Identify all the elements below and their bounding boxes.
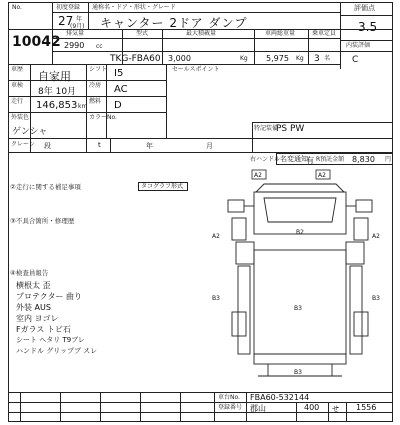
inspector-report-heading: ④検査員報告 (10, 269, 49, 277)
damage-mark: A2 (318, 172, 326, 179)
color-no-label: カラーNo. (89, 114, 117, 121)
mileage-label: 走行 (11, 98, 24, 105)
damage-mark: A2 (212, 233, 220, 240)
capacity-label: 乗車定員 (312, 30, 337, 37)
front-left-wheel (232, 218, 246, 240)
shift-label: シフト (89, 66, 108, 73)
plate-class: 400 (304, 403, 320, 412)
model-year-label: 初度登録 (56, 4, 81, 11)
defects-heading: ③不具合箇所・修理歴 (10, 217, 75, 225)
inspector-note: Fガラス トビ石 (16, 325, 71, 334)
capacity: 3 (314, 54, 320, 64)
crane-a: 段 (44, 142, 51, 150)
recycle-label: R預託金額 (316, 156, 345, 163)
plate-number: 1556 (356, 403, 377, 412)
crane-b: t (98, 141, 101, 149)
left-gate-outline (238, 266, 250, 354)
damage-mark: B3 (294, 369, 302, 376)
crane-label: クレーン (11, 141, 35, 148)
damage-mark: B3 (212, 295, 220, 302)
crane-d: 月 (206, 142, 213, 150)
tailgate-outline (254, 354, 346, 364)
mileage: 146,853 (36, 100, 78, 111)
sales-point-label: セールスポイント (172, 66, 220, 73)
plate-region: 郡山 (250, 404, 266, 413)
inspector-notes (16, 280, 97, 357)
windshield-outline (264, 198, 336, 222)
driving-notes-heading: ②走行に関する補足事項 (10, 183, 81, 191)
model-code: TKG-FBA60 (110, 54, 161, 64)
damage-diagram (210, 166, 390, 382)
damage-mark: B2 (296, 229, 304, 236)
right-mirror-outline (356, 200, 372, 212)
displacement-label: 排気量 (66, 30, 85, 37)
max-load-unit: Kg (240, 55, 248, 62)
tacho-type-label: タコグラフ形式 (141, 183, 184, 190)
gross-weight-label: 車両総重量 (265, 30, 296, 37)
expiry-label: 車検 (11, 82, 24, 89)
registration-value: 有 (306, 156, 314, 165)
recycle-value: 8,830 (352, 155, 375, 164)
model-code-label: 型式 (136, 30, 149, 37)
right-gate-outline (350, 266, 362, 354)
inspector-note: 室内 ヨゴレ (16, 314, 59, 323)
right-hand-drive: 右ハンドル (250, 156, 281, 163)
gross-weight-unit: Kg (296, 55, 304, 62)
inspector-note: プロテクター 曲り (16, 292, 83, 301)
gross-weight: 5,975 (266, 54, 289, 63)
inspector-note: ハンドル グリップブ スレ (16, 347, 98, 355)
recycle-unit: 円 (385, 156, 392, 163)
rear-right-wheel (354, 312, 368, 336)
chassis-label: 車台No. (218, 394, 240, 401)
max-load: 3,000 (168, 54, 191, 63)
displacement-unit: cc (96, 43, 103, 50)
fuel: D (114, 100, 122, 111)
inspector-note: 外装 AUS (16, 303, 51, 312)
score: 3.5 (358, 20, 378, 34)
color-label: 外装色 (11, 114, 30, 121)
tacho-type-box (138, 182, 188, 191)
score-label: 評価点 (354, 4, 375, 12)
plate-label: 登録番号 (218, 404, 243, 411)
history-label: 車歴 (11, 66, 24, 73)
model-year: 27 (58, 14, 74, 28)
car-name: キャンター 2ドア ダンプ (100, 16, 248, 30)
mileage-unit: km (78, 103, 88, 110)
inspector-note: 横根太 歪 (16, 281, 51, 290)
ac-label: 冷房 (89, 82, 102, 89)
month-suffix: (9月) (70, 23, 85, 30)
left-mirror-outline (228, 200, 244, 212)
damage-mark: B3 (372, 295, 380, 302)
capacity-unit: 名 (324, 55, 331, 62)
damage-mark: B3 (294, 305, 302, 312)
ac: AC (114, 84, 128, 95)
max-load-label: 最大積載量 (186, 30, 217, 37)
chassis-number: FBA60-532144 (250, 393, 310, 402)
front-right-wheel (354, 218, 368, 240)
damage-mark: A2 (372, 233, 380, 240)
history: 自家用 (38, 70, 71, 83)
displacement: 2990 (64, 41, 85, 50)
lot-number-label: No. (12, 4, 22, 11)
fuel-label: 燃料 (89, 98, 102, 105)
equipment-label: 特記装備 (254, 125, 279, 132)
color: ゲンシャ (12, 127, 48, 137)
car-name-label: 通称名・ドア・形状・グレード (92, 4, 176, 11)
registration-label: 名変通知 (280, 155, 308, 163)
shift: I5 (114, 68, 124, 79)
equipment-value: PS PW (276, 124, 305, 134)
cargo-bed-outline (254, 250, 346, 354)
rear-left-wheel (232, 312, 246, 336)
expiry: 8年 10月 (38, 87, 77, 97)
cab-roof-outline (256, 184, 344, 192)
lot-number: 10042 (12, 34, 61, 50)
crane-c: 年 (146, 142, 153, 150)
right-door-outline (346, 242, 364, 264)
left-door-outline (236, 242, 254, 264)
damage-mark: A2 (254, 172, 262, 179)
interior-score: C (352, 55, 359, 65)
plate-kana: せ (332, 405, 339, 413)
inspector-note: シート ヘタリ T9ブレ (16, 336, 85, 344)
interior-score-label: 内装評価 (346, 42, 371, 49)
year-suffix: 年 (76, 16, 83, 23)
